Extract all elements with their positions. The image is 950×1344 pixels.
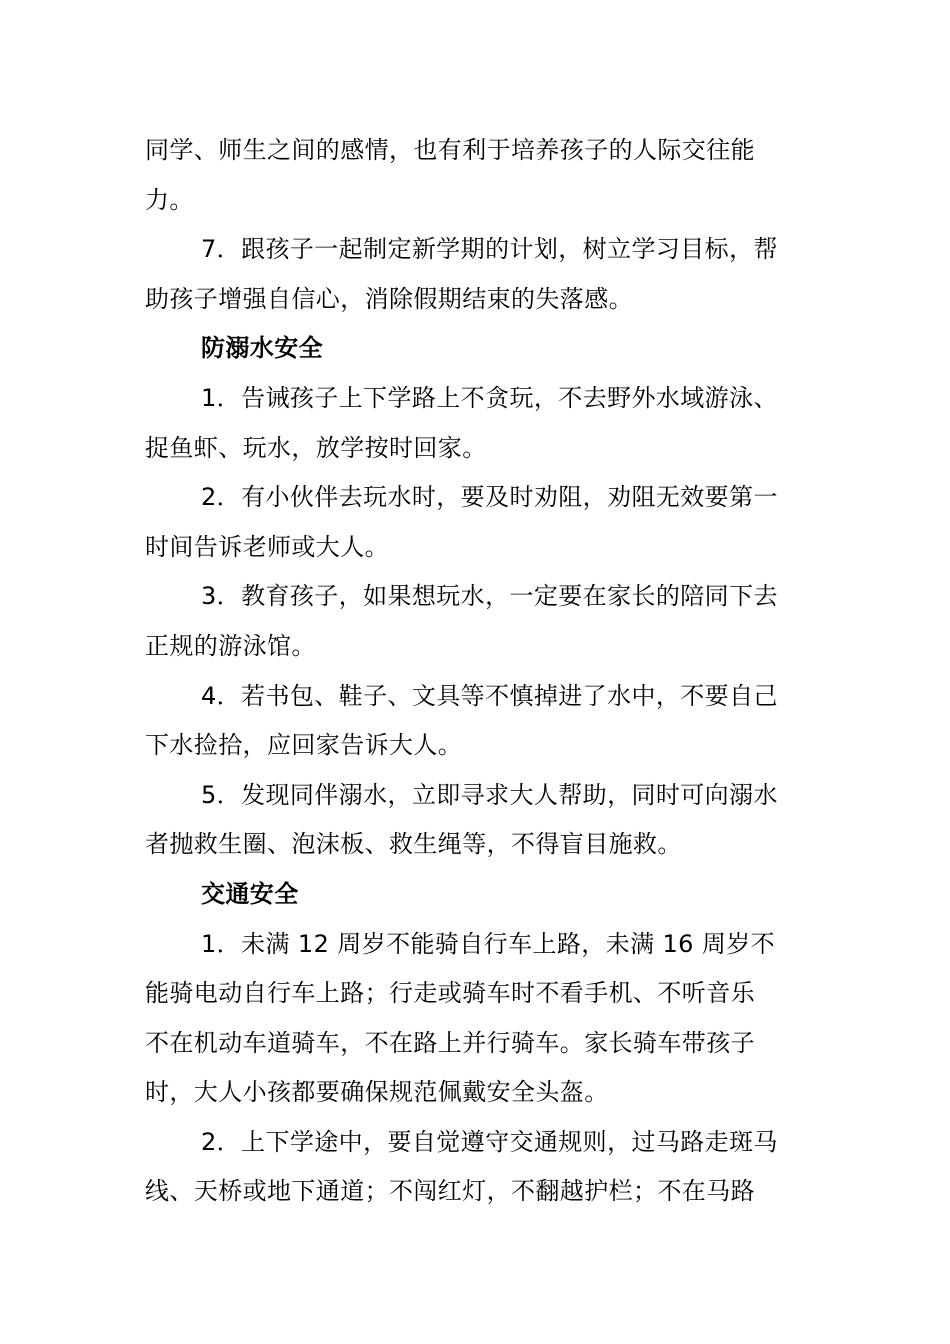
list-item-5: 5．发现同伴溺水，立即寻求大人帮助，同时可向溺水 <box>201 780 778 809</box>
text-line: 助孩子增强自信心，消除假期结束的失落感。 <box>145 284 633 313</box>
list-item-1: 1．未满 12 周岁不能骑自行车上路，未满 16 周岁不 <box>201 929 776 958</box>
text-line: 时，大人小孩都要确保规范佩戴安全头盔。 <box>145 1078 609 1107</box>
text-line: 正规的游泳馆。 <box>145 631 316 660</box>
text-line: 能骑电动自行车上路；行走或骑车时不看手机、不听音乐 <box>145 979 755 1008</box>
text-line: 不在机动车道骑车，不在路上并行骑车。家长骑车带孩子 <box>145 1028 755 1057</box>
document-body <box>145 126 807 1217</box>
text-line: 线、天桥或地下通道；不闯红灯，不翻越护栏；不在马路 <box>145 1177 755 1206</box>
text-line: 下水捡拾，应回家告诉大人。 <box>145 731 463 760</box>
text-line: 同学、师生之间的感情，也有利于培养孩子的人际交往能 <box>145 136 755 164</box>
text-line: 力。 <box>145 185 194 214</box>
list-item-3: 3．教育孩子，如果想玩水，一定要在家长的陪同下去 <box>201 582 778 611</box>
section-heading-traffic: 交通安全 <box>201 879 299 908</box>
list-item-2: 2．上下学途中，要自觉遵守交通规则，过马路走斑马 <box>201 1127 778 1156</box>
text-line: 时间告诉老师或大人。 <box>145 532 389 561</box>
list-item-2: 2．有小伙伴去玩水时，要及时劝阻，劝阻无效要第一 <box>201 483 778 512</box>
list-item-7: 7．跟孩子一起制定新学期的计划，树立学习目标，帮 <box>201 235 778 264</box>
list-item-4: 4．若书包、鞋子、文具等不慎掉进了水中，不要自己 <box>201 681 778 710</box>
section-heading-drowning: 防溺水安全 <box>201 334 323 363</box>
text-line: 者抛救生圈、泡沫板、救生绳等，不得盲目施救。 <box>145 830 682 859</box>
list-item-1: 1．告诫孩子上下学路上不贪玩，不去野外水域游泳、 <box>201 383 778 412</box>
text-line: 捉鱼虾、玩水，放学按时回家。 <box>145 433 487 462</box>
